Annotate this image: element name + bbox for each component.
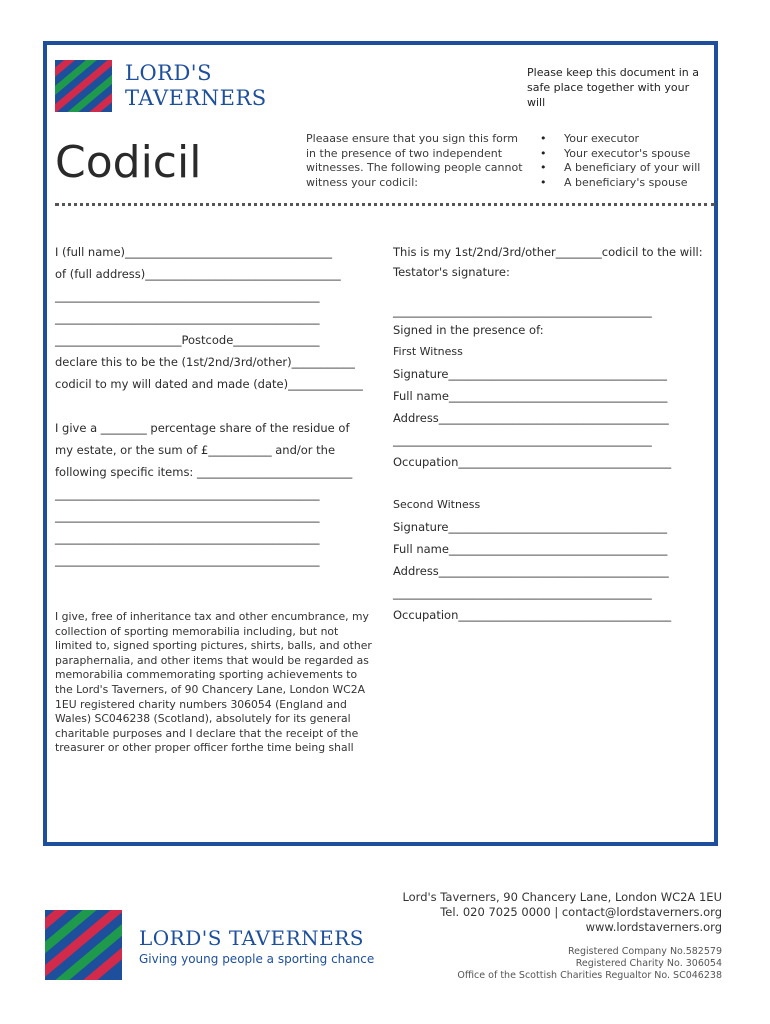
codicil-number-field[interactable]: declare this to be the (1st/2nd/3rd/other)___________ (55, 355, 355, 369)
exclusion-item: • A beneficiary's spouse (540, 176, 700, 191)
witness2-fullname-field[interactable]: Full name______________________________________ (393, 542, 668, 556)
witness1-address-field[interactable]: Address________________________________________ (393, 411, 669, 425)
witness2-address-field[interactable]: Address________________________________________ (393, 564, 669, 578)
witness1-occupation-field[interactable]: Occupation_____________________________________ (393, 455, 672, 469)
footer-brand-name: LORD'S TAVERNERS (139, 926, 364, 950)
oscr-number: Office of the Scottish Charities Regualtor No. SC046238 (457, 970, 722, 981)
footer-website: www.lordstaverners.org (585, 920, 722, 934)
testator-signature-label: Testator's signature: (393, 265, 510, 279)
witness1-address-line-field[interactable]: _____________________________________________ (393, 433, 652, 447)
first-witness-heading: First Witness (393, 345, 463, 358)
items-line-field[interactable]: ______________________________________________ (55, 509, 320, 523)
full-address-field[interactable]: of (full address)__________________________________ (55, 267, 341, 281)
brand-name-line1: LORD'S (125, 61, 212, 85)
footer-registration (457, 946, 722, 982)
memorabilia-bequest-text: I give, free of inheritance tax and other encumbrance, my collection of sporting memorabilia including, but not limited to, signed sporting pictures, shirts, balls, and other paraphernalia, and other items that would be regarded as memorabilia commemorating sporting achievements to the Lord's Taverners, of 90 Chancery Lane, London WC2A 1EU registered charity numbers 306054 (England and Wales) SC046238 (Scotland), absolutely for its general charitable purposes and I declare that the receipt of the treasurer or other proper officer forthe time being shall (55, 610, 372, 755)
footer-phone-email: Tel. 020 7025 0000 | contact@lordstaverners.org (440, 905, 722, 919)
postcode-field[interactable]: ______________________Postcode_______________ (55, 333, 320, 347)
witness1-fullname-field[interactable]: Full name______________________________________ (393, 389, 668, 403)
witness1-signature-field[interactable]: Signature______________________________________ (393, 367, 667, 381)
testator-signature-field[interactable]: _____________________________________________ (393, 304, 652, 318)
items-line-field[interactable]: ______________________________________________ (55, 553, 320, 567)
witness2-address-line-field[interactable]: _____________________________________________ (393, 586, 652, 600)
witness-instructions: Pleaase ensure that you sign this form in the presence of two independent witnesses. The following people cannot witness your codicil: (306, 132, 523, 189)
residue-share-field[interactable]: I give a ________ percentage share of the residue of (55, 421, 350, 435)
footer-contact (402, 890, 722, 935)
exclusion-item: • A beneficiary of your will (540, 161, 700, 176)
brand-tagline: Giving young people a sporting chance (139, 952, 375, 966)
footer-stripes-logo-icon (45, 910, 122, 980)
registered-charity: Registered Charity No. 306054 (575, 958, 722, 969)
dotted-divider (55, 203, 715, 206)
will-date-field[interactable]: codicil to my will dated and made (date)_____________ (55, 377, 363, 391)
exclusion-item: • Your executor's spouse (540, 147, 700, 162)
witness2-occupation-field[interactable]: Occupation_____________________________________ (393, 608, 672, 622)
brand-name-line2: TAVERNERS (125, 86, 267, 110)
estate-sum-field[interactable]: my estate, or the sum of £___________ and/or the (55, 443, 336, 457)
keep-note: Please keep this document in a safe place together with your will (527, 66, 700, 109)
items-line-field[interactable]: ______________________________________________ (55, 531, 320, 545)
second-witness-heading: Second Witness (393, 498, 481, 511)
exclusion-item: • Your executor (540, 132, 700, 147)
address-line-field[interactable]: ______________________________________________ (55, 311, 320, 325)
specific-items-field[interactable]: following specific items: ___________________________ (55, 465, 353, 479)
footer-address: Lord's Taverners, 90 Chancery Lane, London WC2A 1EU (402, 890, 722, 904)
witness-exclusion-list (540, 132, 700, 190)
registered-company: Registered Company No.582579 (567, 946, 722, 957)
signed-presence-label: Signed in the presence of: (393, 323, 544, 337)
witness2-signature-field[interactable]: Signature______________________________________ (393, 520, 667, 534)
codicil-ordinal-field[interactable]: This is my 1st/2nd/3rd/other________codicil to the will: (393, 245, 703, 259)
address-line-field[interactable]: ______________________________________________ (55, 289, 320, 303)
stripes-logo-icon (55, 60, 112, 112)
page-title: Codicil (55, 137, 202, 188)
full-name-field[interactable]: I (full name)____________________________________ (55, 245, 333, 259)
items-line-field[interactable]: ______________________________________________ (55, 487, 320, 501)
